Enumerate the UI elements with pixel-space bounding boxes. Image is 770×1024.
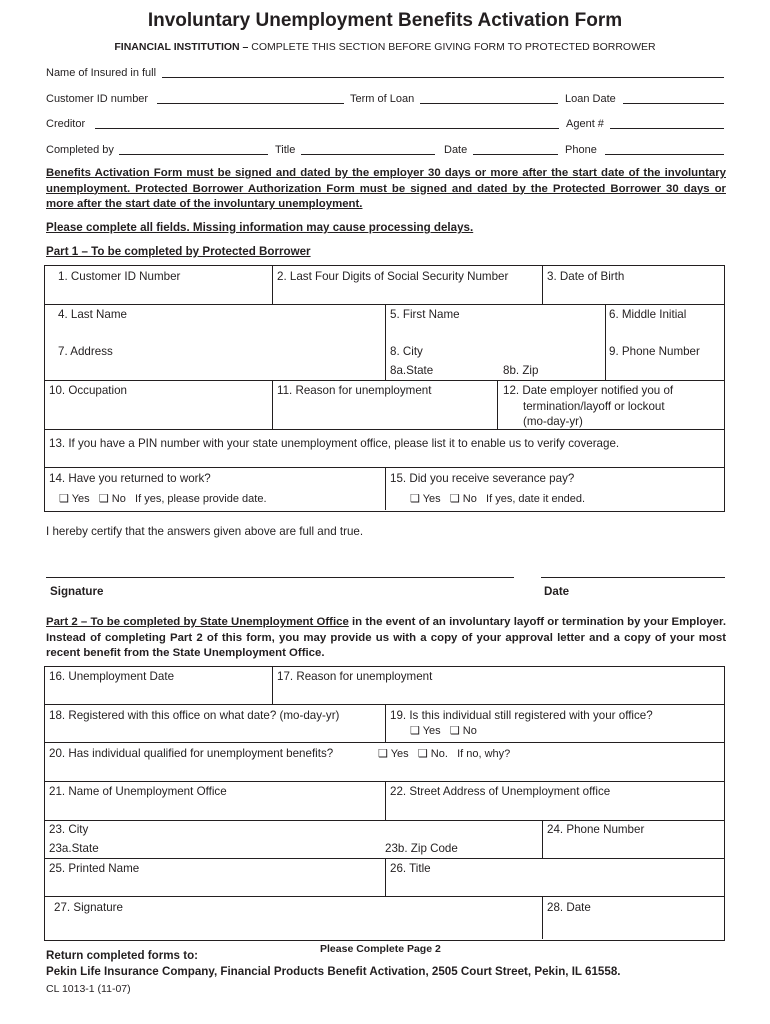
form-subtitle xyxy=(0,41,770,53)
subtitle-rest: COMPLETE THIS SECTION BEFORE GIVING FORM TO PROTECTED BORROWER xyxy=(248,41,656,53)
form-title: Involuntary Unemployment Benefits Activation Form xyxy=(147,10,623,31)
last-name-cell[interactable]: 4. Last Name xyxy=(58,308,127,321)
employer-notified-line3: (mo-day-yr) xyxy=(523,415,583,428)
part2-row-divider xyxy=(44,896,725,897)
form-code: CL 1013-1 (11-07) xyxy=(46,983,131,995)
office-title-cell[interactable]: 26. Title xyxy=(390,862,431,875)
date-label: Date xyxy=(444,144,468,156)
yes-label: Yes xyxy=(422,493,441,505)
complete-page2-note: Please Complete Page 2 xyxy=(320,943,441,955)
office-address-cell[interactable]: 22. Street Address of Unemployment office xyxy=(390,785,611,798)
signature-line[interactable] xyxy=(46,577,514,578)
ssn-last-four-cell[interactable]: 2. Last Four Digits of Social Security Number xyxy=(277,270,509,283)
completed-by-label: Completed by xyxy=(46,144,114,156)
creditor-field[interactable] xyxy=(95,128,559,129)
reason-unemployment-cell[interactable]: 11. Reason for unemployment xyxy=(277,384,432,397)
checkbox-yes-icon[interactable]: ❑ xyxy=(59,493,69,505)
phone-label: Phone xyxy=(565,144,597,156)
qualified-benefits-options xyxy=(378,747,510,760)
loan-date-label: Loan Date xyxy=(565,93,616,105)
title-field[interactable] xyxy=(301,154,435,155)
part2-col-divider xyxy=(272,666,273,704)
returned-to-work-cell: 14. Have you returned to work? xyxy=(49,472,211,485)
part1-col-divider xyxy=(272,380,273,429)
loan-date-field[interactable] xyxy=(623,103,724,104)
office-name-cell[interactable]: 21. Name of Unemployment Office xyxy=(49,785,227,798)
unemployment-date-cell[interactable]: 16. Unemployment Date xyxy=(49,670,175,683)
city-cell[interactable]: 8. City xyxy=(390,345,423,358)
occupation-cell[interactable]: 10. Occupation xyxy=(49,384,127,397)
complete-all-notice: Please complete all fields. Missing information may cause processing delays. xyxy=(46,221,474,234)
registered-date-cell[interactable]: 18. Registered with this office on what date? (mo-day-yr) xyxy=(49,709,340,722)
no-label: No xyxy=(462,725,477,737)
first-name-cell[interactable]: 5. First Name xyxy=(390,308,460,321)
still-registered-cell: 19. Is this individual still registered with your office? xyxy=(390,709,653,722)
checkbox-no-icon[interactable]: ❑ xyxy=(449,493,460,505)
printed-name-cell[interactable]: 25. Printed Name xyxy=(49,862,140,875)
customer-id-number-cell[interactable]: 1. Customer ID Number xyxy=(58,270,181,283)
part2-col-divider xyxy=(385,704,386,742)
creditor-label: Creditor xyxy=(46,118,86,130)
returned-to-work-options xyxy=(59,492,267,505)
customer-id-field[interactable] xyxy=(157,103,344,104)
signature-label: Signature xyxy=(50,585,104,598)
name-of-insured-field[interactable] xyxy=(162,77,724,78)
signature-date-line[interactable] xyxy=(541,577,725,578)
employer-notified-line2: termination/layoff or lockout xyxy=(523,400,665,413)
part2-heading xyxy=(46,615,726,662)
part2-col-divider xyxy=(542,820,543,858)
signature-date-label: Date xyxy=(544,585,570,598)
office-date-cell[interactable]: 28. Date xyxy=(547,901,591,914)
certify-statement: I hereby certify that the answers given above are full and true. xyxy=(46,525,364,538)
phone-field[interactable] xyxy=(605,154,724,155)
checkbox-no-icon[interactable]: ❑ xyxy=(417,748,428,760)
office-state-cell[interactable]: 23a.State xyxy=(49,842,99,855)
part1-row-divider xyxy=(44,380,725,381)
state-cell[interactable]: 8a.State xyxy=(390,364,434,377)
zip-cell[interactable]: 8b. Zip xyxy=(503,364,539,377)
qualified-benefits-cell: 20. Has individual qualified for unemployment benefits? xyxy=(49,747,334,760)
agent-label: Agent # xyxy=(566,118,604,130)
yes-label: Yes xyxy=(390,748,409,760)
date-field[interactable] xyxy=(473,154,558,155)
checkbox-yes-icon[interactable]: ❑ xyxy=(378,748,388,760)
agent-field[interactable] xyxy=(610,128,724,129)
title-label: Title xyxy=(275,144,296,156)
yes-label: Yes xyxy=(422,725,441,737)
term-of-loan-label: Term of Loan xyxy=(350,93,415,105)
office-phone-cell[interactable]: 24. Phone Number xyxy=(547,823,645,836)
part2-col-divider xyxy=(542,896,543,939)
if-no-why-prompt: If no, why? xyxy=(457,748,511,760)
employer-notified-cell[interactable]: 12. Date employer notified you of xyxy=(503,384,674,397)
middle-initial-cell[interactable]: 6. Middle Initial xyxy=(609,308,687,321)
name-of-insured-label: Name of Insured in full xyxy=(46,67,157,79)
severance-pay-cell: 15. Did you receive severance pay? xyxy=(390,472,575,485)
part1-row-divider xyxy=(44,429,725,430)
office-zip-cell[interactable]: 23b. Zip Code xyxy=(385,842,458,855)
pin-number-cell[interactable]: 13. If you have a PIN number with your state unemployment office, please list it to enable us to verify coverage. xyxy=(49,437,620,450)
no-label: No xyxy=(111,493,126,505)
part2-col-divider xyxy=(385,781,386,820)
completed-by-field[interactable] xyxy=(119,154,268,155)
part1-col-divider xyxy=(497,380,498,429)
part2-heading-underlined: Part 2 – To be completed by State Unemployment Office xyxy=(46,616,349,628)
severance-date-prompt: If yes, date it ended. xyxy=(486,493,586,505)
yes-label: Yes xyxy=(71,493,90,505)
term-of-loan-field[interactable] xyxy=(420,103,558,104)
customer-id-label: Customer ID number xyxy=(46,93,149,105)
still-registered-options xyxy=(410,724,477,737)
office-signature-cell[interactable]: 27. Signature xyxy=(54,901,123,914)
part2-reason-cell[interactable]: 17. Reason for unemployment xyxy=(277,670,433,683)
part1-col-divider xyxy=(272,265,273,304)
part2-col-divider xyxy=(385,858,386,896)
part1-heading: Part 1 – To be completed by Protected Borrower xyxy=(46,245,311,258)
phone-number-cell[interactable]: 9. Phone Number xyxy=(609,345,700,358)
part1-col-divider xyxy=(385,467,386,510)
return-forms-label: Return completed forms to: xyxy=(46,949,199,962)
date-of-birth-cell[interactable]: 3. Date of Birth xyxy=(547,270,625,283)
checkbox-yes-icon[interactable]: ❑ xyxy=(410,493,420,505)
no-label: No xyxy=(462,493,477,505)
no-label: No. xyxy=(430,748,448,760)
returned-date-prompt: If yes, please provide date. xyxy=(135,493,267,505)
part1-col-divider xyxy=(605,304,606,380)
part1-col-divider xyxy=(542,265,543,304)
severance-options xyxy=(410,492,585,505)
part2-row-divider xyxy=(44,820,725,821)
part2-row-divider xyxy=(44,742,725,743)
checkbox-no-icon[interactable]: ❑ xyxy=(449,725,460,737)
part1-col-divider xyxy=(385,304,386,380)
subtitle-bold: FINANCIAL INSTITUTION – xyxy=(114,41,249,53)
signing-notice: Benefits Activation Form must be signed and dated by the employer 30 days or more after the start date of the involuntary unemployment. Protected Borrower Authorization Form must be signed and dated by the Protected Borrower 30 days or more after the start date of the involuntary unemployment. xyxy=(46,167,726,210)
checkbox-no-icon[interactable]: ❑ xyxy=(98,493,109,505)
return-address: Pekin Life Insurance Company, Financial Products Benefit Activation, 2505 Court Street, Pekin, IL 61558. xyxy=(46,965,621,978)
part2-heading-rest: in the event of an involuntary layoff or termination by your Employer. Instead of completing Part 2 of this form, you may provide us with a copy of your approval letter and a copy of your most recent benefit from the State Unemployment Office. xyxy=(46,616,726,659)
checkbox-yes-icon[interactable]: ❑ xyxy=(410,725,420,737)
office-city-cell[interactable]: 23. City xyxy=(49,823,89,836)
address-cell[interactable]: 7. Address xyxy=(58,345,113,358)
